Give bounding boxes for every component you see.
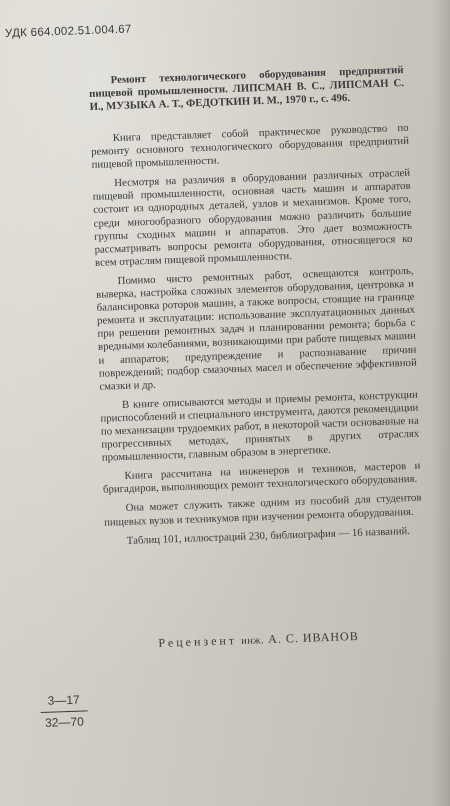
code-top: 3—17 bbox=[47, 692, 80, 708]
paragraph: Таблиц 101, иллюстраций 230, библиография — 16 названий. bbox=[126, 524, 411, 547]
paragraph: Книга представляет собой практическое руководство по ремонту основного технологического оборудования предприятий пищевой промышленности. bbox=[90, 121, 410, 172]
code-bottom: 32—70 bbox=[44, 714, 85, 730]
bibliographic-description bbox=[88, 64, 404, 114]
udk-code: УДК 664.002.51.004.67 bbox=[4, 23, 132, 40]
paragraph: Книга рассчитана на инженеров и техников, мастеров и бригадиров, выполняющих ремонт технологического оборудования. bbox=[102, 459, 421, 497]
paragraph: Несмотря на различия в оборудовании различных отраслей пищевой промышленности, основная часть машин и аппаратов состоит из однородных деталей, узлов и механизмов. Кроме того, среди многообразного оборудования можно различить большие группы сходных машин и аппаратов. Это дает возможность рассматривать вопросы ремонта оборудования, относящегося ко всем отраслям пищевой промышленности. bbox=[92, 167, 413, 269]
reviewer-title: инж. bbox=[240, 635, 265, 648]
reviewer-line bbox=[158, 629, 359, 651]
reviewer-name: А. С. ИВАНОВ bbox=[267, 628, 359, 647]
paragraph: В книге описываются методы и приемы ремонта, конструкции приспособлений и специального инструмента, даются рекомендации по механизации трудоемких работ, в некоторой части основанные на прогрессивных методах, принятых в других отраслях промышленности, главным образом в энергетике. bbox=[100, 388, 420, 464]
bibliographic-text: Ремонт технологического оборудования предприятий пищевой промышленности. ЛИПСМАН В. С., ЛИПСМАН С. И., МУЗЫКА А. Т., ФЕДОТКИН И. М., 1970 г., с. 496. bbox=[88, 64, 405, 113]
paragraph: Помимо чисто ремонтных работ, освещаются контроль, выверка, настройка сложных элементов оборудования, центровка и балансировка роторов машин, а также вопросы, стоящие на границе ремонта и эксплуатации: использование эксплуатационных данных при решении ремонтных задач и планировании ремонта; борьба с вредными колебаниями, возникающими при работе пищевых машин и аппаратов; предупреждение и распознавание причин повреждений; подбор смазочных масел и обеспечение эффективной смазки и др. bbox=[95, 264, 417, 393]
paragraph: Она может служить также одним из пособий для студентов пищевых вузов и техникумов при изучении ремонта оборудования. bbox=[103, 492, 422, 529]
publication-code bbox=[40, 691, 88, 732]
reviewer-label: Рецензент bbox=[158, 633, 238, 650]
annotation-body bbox=[91, 122, 424, 555]
